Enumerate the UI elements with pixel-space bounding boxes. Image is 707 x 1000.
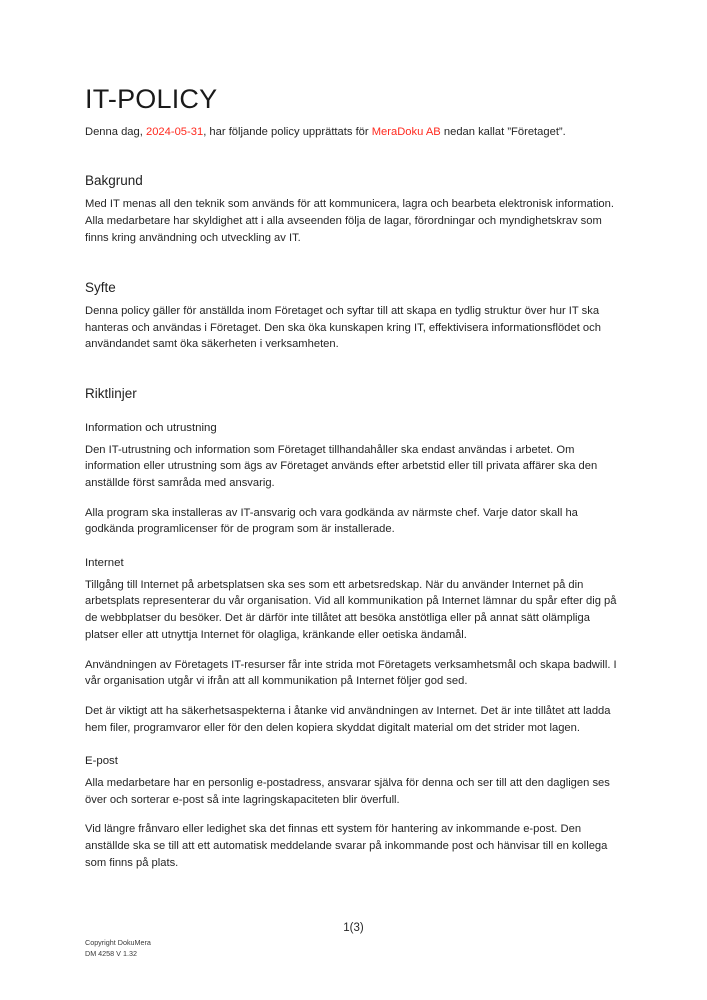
- subsection-paragraph: Tillgång till Internet på arbetsplatsen ska ses som ett arbetsredskap. När du använder Internet på din arbetsplats representerar du vår organisation. Vid all kommunikation på Internet lämnar du spår efter dig på de webbplatser du besöker. Det är därför inte tillåtet att besöka anstötliga eller på annat sätt olämpliga platser eller att utnyttja Internet för olagliga, kränkande eller oetiska ändamål.: [85, 578, 617, 641]
- subsection-paragraph: Den IT-utrustning och information som Företaget tillhandahåller ska endast användas i arbetet. Om information eller utrustning som ägs av Företaget används efter arbetstid eller till privata affärer ska den anställde först samråda med ansvarig.: [85, 443, 598, 489]
- subtitle-tail: nedan kallat ”Företaget”.: [443, 125, 566, 138]
- footer-document-id: DM 4258 V 1.32: [85, 949, 137, 959]
- subsection-paragraph: Vid längre frånvaro eller ledighet ska det finnas ett system för hantering av inkommande e-post. Den anställde ska se till att ett automatisk meddelande svarar på inkommande post och hänvisar till en kollega som finns på plats.: [85, 823, 608, 869]
- policy-date: 2024-05-31: [145, 125, 204, 138]
- page-title: IT-POLICY: [85, 84, 218, 114]
- document-subtitle: [85, 124, 625, 140]
- section-heading-bakgrund: Bakgrund: [85, 172, 143, 188]
- subtitle-middle: , har följande policy upprättats för: [203, 125, 369, 138]
- subsection-heading-information-och-utrustning: Information och utrustning: [85, 421, 217, 434]
- section-paragraph: Denna policy gäller för anställda inom Företaget och syftar till att skapa en tydlig struktur över hur IT ska hanteras och användas i Företaget. Den ska öka kunskapen kring IT, effektivisera informationsflödet och användandet samt öka säkerheten i verksamheten.: [85, 305, 601, 351]
- subsection-paragraph: Användningen av Företagets IT-resurser får inte strida mot Företagets verksamhetsmål och skapa badwill. I vår organisation utgår vi ifrån att all kommunikation på Internet följer god sed.: [85, 658, 617, 688]
- subsection-heading-internet: Internet: [85, 556, 124, 569]
- section-paragraph: Med IT menas all den teknik som används för att kommunicera, lagra och bearbeta elektronisk information. Alla medarbetare har skyldighet att i alla avseenden följa de lagar, förordningar och myndighetskrav som finns kring användning och utveckling av IT.: [85, 198, 614, 244]
- document-content: [85, 0, 625, 872]
- section-heading-syfte: Syfte: [85, 279, 116, 295]
- footer-copyright: Copyright DokuMera: [85, 938, 151, 947]
- company-name: MeraDoku AB: [371, 125, 441, 138]
- subsection-paragraph: Alla medarbetare har en personlig e-postadress, ansvarar själva för denna och ser till att den dagligen ses över och sorterar e-post så inte lagringskapaciteten blir överfull.: [85, 777, 610, 806]
- subsection-paragraph: Alla program ska installeras av IT-ansvarig och vara godkända av närmste chef. Varje dator skall ha godkända programlicenser för de program som är installerade.: [85, 506, 578, 536]
- page-footer: [0, 915, 707, 1000]
- section-heading-riktlinjer: Riktlinjer: [85, 386, 137, 402]
- subsection-heading-e-post: E-post: [85, 755, 118, 768]
- footer-metadata: [85, 937, 151, 959]
- page-number: 1(3): [343, 922, 364, 934]
- subsection-paragraph: Det är viktigt att ha säkerhetsaspekterna i åtanke vid användningen av Internet. Det är inte tillåtet att ladda hem filer, programvaror eller för den delen kopiera skyddat digitalt material om det strider mot lagen.: [85, 704, 611, 734]
- subtitle-lead: Denna dag,: [85, 125, 143, 138]
